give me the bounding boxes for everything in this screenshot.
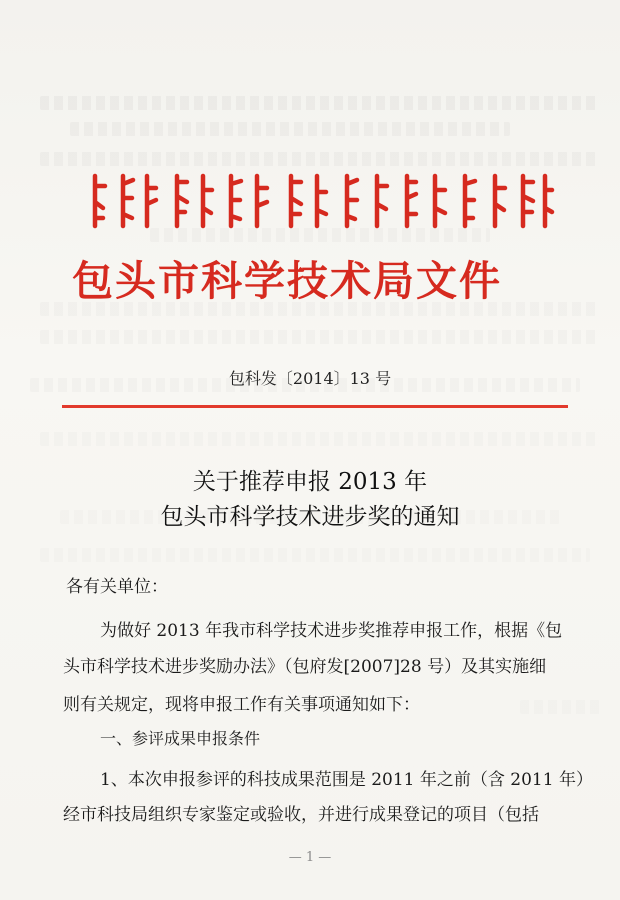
notice-title-line2: 包头市科学技术进步奖的通知 xyxy=(160,504,460,530)
mongolian-glyph xyxy=(407,176,416,226)
section-heading: 一、参评成果申报条件 xyxy=(100,729,261,748)
mongolian-glyph xyxy=(291,176,301,226)
mongolian-glyph xyxy=(317,176,326,226)
bleed-through-line xyxy=(40,152,600,166)
bleed-through-line xyxy=(40,96,600,110)
addressee: 各有关单位： xyxy=(66,577,168,597)
bleed-through-line xyxy=(70,122,510,136)
bleed-through-line xyxy=(40,330,600,344)
mongolian-glyph xyxy=(545,176,552,226)
bleed-through-line xyxy=(520,700,600,714)
header-red-rule xyxy=(62,405,568,408)
mongolian-script-banner xyxy=(85,168,555,238)
mongolian-glyph xyxy=(347,176,357,226)
mongolian-glyph xyxy=(147,176,156,226)
mongolian-glyph xyxy=(177,176,187,226)
paragraph-line: 头市科学技术进步奖励办法》（包府发[2007]28 号）及其实施细 xyxy=(63,657,547,677)
bleed-through-line xyxy=(40,432,600,446)
paragraph-line: 1、本次申报参评的科技成果范围是 2011 年之前（含 2011 年） xyxy=(100,770,593,790)
mongolian-glyph xyxy=(435,176,445,226)
mongolian-glyph xyxy=(123,176,133,226)
mongolian-glyph xyxy=(377,176,387,226)
document-number: 包科发〔2014〕13 号 xyxy=(228,369,392,388)
mongolian-glyph xyxy=(465,176,475,226)
bleed-through-line xyxy=(40,548,590,562)
mongolian-glyph xyxy=(95,176,105,226)
mongolian-glyph xyxy=(203,176,212,226)
mongolian-glyph xyxy=(231,176,241,226)
mongolian-glyph xyxy=(257,176,267,226)
page-number: — 1 — xyxy=(288,850,332,865)
mongolian-glyph xyxy=(523,176,533,226)
paragraph-line: 经市科技局组织专家鉴定或验收，并进行成果登记的项目（包括 xyxy=(63,805,539,825)
paragraph-line: 为做好 2013 年我市科学技术进步奖推荐申报工作，根据《包 xyxy=(100,621,563,641)
notice-title-line1: 关于推荐申报 2013 年 xyxy=(192,469,428,495)
paragraph-line: 则有关规定，现将申报工作有关事项通知如下： xyxy=(63,695,420,715)
mongolian-glyph xyxy=(495,176,505,226)
document-header-title: 包头市科学技术局文件 xyxy=(72,257,502,305)
